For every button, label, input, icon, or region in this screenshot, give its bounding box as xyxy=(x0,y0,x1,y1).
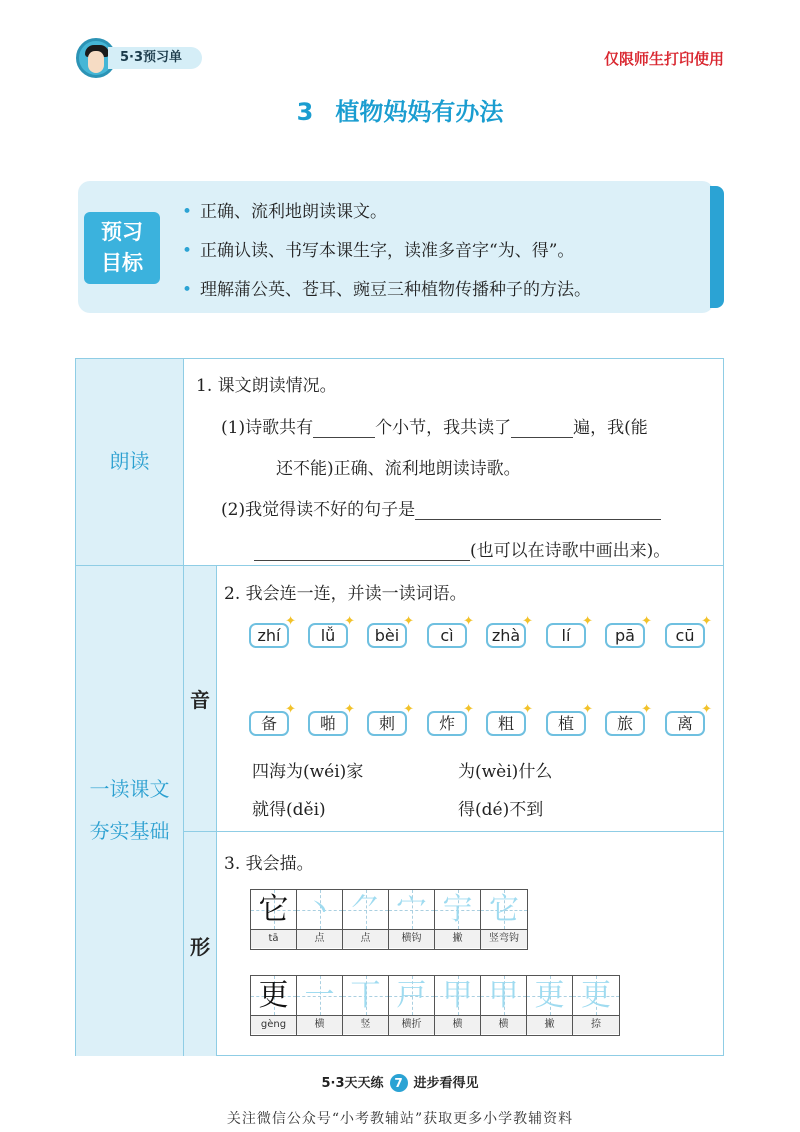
page-footer xyxy=(0,1072,800,1092)
char-text: 刺 xyxy=(378,714,395,733)
polyphone-word: 得(dé)不到 xyxy=(458,800,544,820)
grid-char: 一 xyxy=(304,978,335,1013)
page-number: 7 xyxy=(390,1074,408,1092)
grid-cell xyxy=(251,976,297,1035)
times-blank[interactable] xyxy=(511,421,573,438)
char-tile[interactable] xyxy=(367,702,414,736)
pinyin-tile[interactable] xyxy=(367,614,414,648)
char-tile[interactable] xyxy=(427,702,474,736)
q1a-text2: 个小节，我共读了 xyxy=(375,418,512,438)
char-text: 备 xyxy=(260,714,277,733)
pinyin-text: pā xyxy=(615,626,635,645)
bullet-icon: • xyxy=(182,241,193,261)
polyphone-word: 就得(děi) xyxy=(252,800,326,820)
grid-label: 竖 xyxy=(343,1016,388,1034)
goals-tag-line2: 目标 xyxy=(101,251,143,275)
star-icon: ✦ xyxy=(582,702,593,717)
grid-char: 更 xyxy=(534,978,565,1013)
star-icon: ✦ xyxy=(403,702,414,717)
grid-cell[interactable] xyxy=(435,890,481,949)
pinyin-text: cū xyxy=(675,626,695,645)
question-2-title: 2. 我会连一连，并读一读词语。 xyxy=(224,584,467,604)
lesson-name: 植物妈妈有办法 xyxy=(335,98,504,126)
shape-label: 形 xyxy=(190,935,210,959)
grid-char: 宀 xyxy=(396,892,427,927)
polyphone-word: 为(wèi)什么 xyxy=(458,762,553,782)
grid-label: 撇 xyxy=(527,1016,572,1034)
question-1b-line2 xyxy=(254,536,670,561)
char-tile[interactable] xyxy=(308,702,355,736)
goal-text: 正确、流利地朗读课文。 xyxy=(200,202,388,222)
grid-char: 丶 xyxy=(304,892,335,927)
char-tile[interactable] xyxy=(486,702,533,736)
grid-label: 横 xyxy=(297,1016,342,1034)
grid-label: 撇 xyxy=(435,930,480,948)
grid-label: tā xyxy=(251,930,296,948)
series-badge: 5·3预习单 xyxy=(108,47,202,69)
grid-char: 它 xyxy=(489,892,519,927)
grid-label: 点 xyxy=(297,930,342,948)
reading-label: 朗读 xyxy=(109,449,150,473)
question-1a-line xyxy=(221,413,648,438)
goal-text: 理解蒲公英、苍耳、豌豆三种植物传播种子的方法。 xyxy=(200,280,592,300)
grid-char: 甲 xyxy=(442,978,473,1013)
star-icon: ✦ xyxy=(522,614,533,629)
pinyin-tile[interactable] xyxy=(249,614,296,648)
star-icon: ✦ xyxy=(344,702,355,717)
q1a-text1: (1)诗歌共有 xyxy=(221,418,314,438)
char-tile[interactable] xyxy=(249,702,296,736)
grid-label: 竖弯钩 xyxy=(481,930,527,948)
pinyin-text: zhí xyxy=(257,626,281,645)
star-icon: ✦ xyxy=(582,614,593,629)
star-icon: ✦ xyxy=(641,614,652,629)
grid-cell xyxy=(251,890,297,949)
goal-item xyxy=(182,275,591,300)
goals-tag xyxy=(84,212,160,284)
worksheet-table xyxy=(75,358,724,1056)
bottom-note: 关注微信公众号“小考教辅站”获取更多小学教辅资料 xyxy=(226,1111,574,1127)
bullet-icon: • xyxy=(182,280,193,300)
sentence-blank-2[interactable] xyxy=(254,544,470,561)
foundation-label-line2: 夯实基础 xyxy=(89,819,170,843)
pinyin-tile[interactable] xyxy=(308,614,355,648)
goals-tag-line1: 预习 xyxy=(101,220,143,244)
grid-char: ⺈ xyxy=(350,892,381,927)
star-icon: ✦ xyxy=(344,614,355,629)
grid-label: 横钩 xyxy=(389,930,434,948)
lesson-number: 3 xyxy=(296,98,314,126)
star-icon: ✦ xyxy=(285,614,296,629)
q1b-text: (2)我觉得读不好的句子是 xyxy=(221,500,416,520)
grid-label: 点 xyxy=(343,930,388,948)
stroke-grid-ta xyxy=(250,889,528,950)
goal-item xyxy=(182,236,574,261)
grid-char: 甲 xyxy=(488,978,519,1013)
char-tile[interactable] xyxy=(546,702,593,736)
char-tile[interactable] xyxy=(605,702,652,736)
bullet-icon: • xyxy=(182,202,193,222)
grid-cell[interactable] xyxy=(435,976,481,1035)
star-icon: ✦ xyxy=(522,702,533,717)
star-icon: ✦ xyxy=(701,702,712,717)
question-1-title: 1. 课文朗读情况。 xyxy=(196,376,337,396)
grid-label: 横 xyxy=(435,1016,480,1034)
grid-char: 更 xyxy=(258,978,289,1013)
q1b-end: (也可以在诗歌中画出来)。 xyxy=(470,541,671,561)
grid-cell[interactable] xyxy=(573,976,619,1035)
footer-series: 5·3天天练 xyxy=(321,1076,384,1091)
grid-label: gèng xyxy=(251,1016,296,1034)
pinyin-tile[interactable] xyxy=(546,614,593,648)
grid-label: 横 xyxy=(481,1016,526,1034)
grid-label: 横折 xyxy=(389,1016,434,1034)
grid-cell[interactable] xyxy=(343,890,389,949)
grid-char: 宁 xyxy=(442,892,473,927)
grid-cell[interactable] xyxy=(527,976,573,1035)
grid-char: 戸 xyxy=(396,978,427,1013)
pinyin-text: lí xyxy=(561,626,571,645)
usage-notice: 仅限师生打印使用 xyxy=(603,50,724,68)
char-tile[interactable] xyxy=(665,702,712,736)
pinyin-text: bèi xyxy=(374,626,400,645)
char-text: 粗 xyxy=(497,714,514,733)
pinyin-tile[interactable] xyxy=(605,614,652,648)
pinyin-text: lǚ xyxy=(320,626,336,645)
pinyin-tile[interactable] xyxy=(665,614,712,648)
star-icon: ✦ xyxy=(701,614,712,629)
polyphone-word: 四海为(wéi)家 xyxy=(252,762,364,782)
grid-cell[interactable] xyxy=(297,976,343,1035)
question-1b-line xyxy=(221,495,661,520)
sentence-blank[interactable] xyxy=(415,503,661,520)
question-3-title: 3. 我会描。 xyxy=(224,854,314,874)
star-icon: ✦ xyxy=(641,702,652,717)
lesson-title xyxy=(0,92,800,127)
char-text: 旅 xyxy=(616,714,633,733)
grid-label: 捺 xyxy=(573,1016,619,1034)
star-icon: ✦ xyxy=(463,702,474,717)
grid-cell[interactable] xyxy=(297,890,343,949)
footer-slogan: 进步看得见 xyxy=(413,1076,479,1091)
char-text: 离 xyxy=(676,714,693,733)
star-icon: ✦ xyxy=(463,614,474,629)
char-text: 植 xyxy=(557,714,574,733)
pinyin-tile[interactable] xyxy=(427,614,474,648)
pinyin-text: zhà xyxy=(491,626,521,645)
grid-cell[interactable] xyxy=(481,976,527,1035)
grid-cell[interactable] xyxy=(481,890,527,949)
goal-item xyxy=(182,197,387,222)
stroke-grid-geng xyxy=(250,975,620,1036)
goal-text: 正确认读、书写本课生字，读准多音字“为、得”。 xyxy=(200,241,575,261)
sound-label: 音 xyxy=(190,688,210,712)
char-text: 啪 xyxy=(319,714,336,733)
foundation-label-line1: 一读课文 xyxy=(89,777,170,801)
grid-char: 丅 xyxy=(350,978,381,1013)
star-icon: ✦ xyxy=(285,702,296,717)
star-icon: ✦ xyxy=(403,614,414,629)
grid-cell[interactable] xyxy=(389,976,435,1035)
grid-cell[interactable] xyxy=(343,976,389,1035)
question-1a-line2: 还不能)正确、流利地朗读诗歌。 xyxy=(276,459,521,479)
grid-cell[interactable] xyxy=(389,890,435,949)
pinyin-text: cì xyxy=(440,626,454,645)
pinyin-tile[interactable] xyxy=(486,614,533,648)
grid-char: 更 xyxy=(581,978,611,1013)
nodes-blank[interactable] xyxy=(313,421,375,438)
grid-char: 它 xyxy=(258,892,289,927)
q1a-text3: 遍，我(能 xyxy=(573,418,648,438)
sub-label-column xyxy=(184,566,216,1056)
char-text: 炸 xyxy=(438,714,455,733)
goals-panel-edge xyxy=(710,186,724,308)
